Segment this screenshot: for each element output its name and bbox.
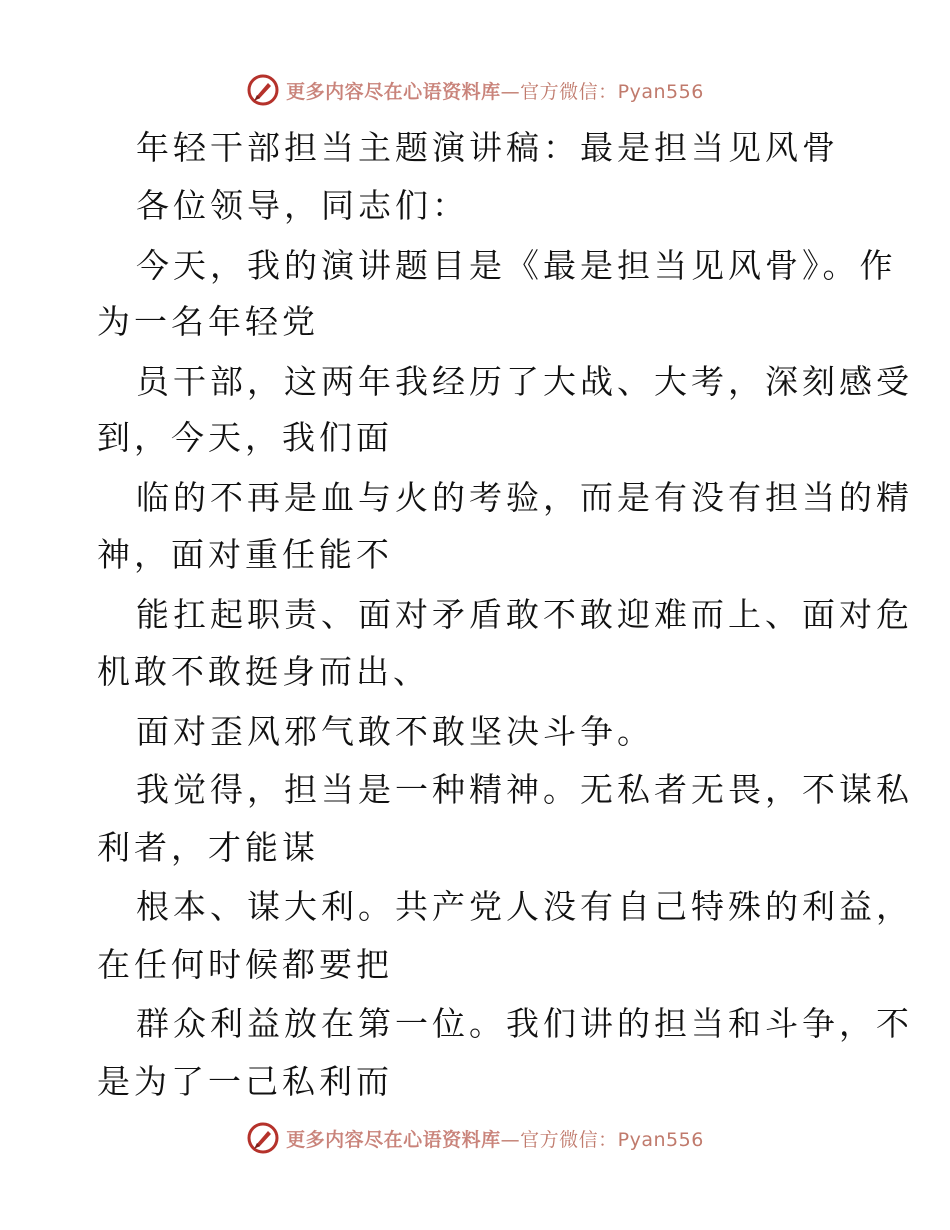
paragraph-line: 在任何时候都要把: [97, 945, 393, 984]
header-separator: —: [500, 80, 521, 103]
footer-contact-text: 官方微信：Pyan556: [520, 1128, 704, 1151]
paragraph-line: 机敢不敢挺身而出、: [97, 652, 430, 691]
pen-nib-logo-icon: [246, 1121, 280, 1155]
paragraph-line: 能扛起职责、面对矛盾敢不敢迎难而上、面对危: [136, 595, 913, 634]
footer-banner: [0, 1118, 950, 1158]
pen-nib-logo-icon: [246, 73, 280, 107]
paragraph-line: 今天，我的演讲题目是《最是担当见风骨》。作: [136, 246, 897, 285]
header-banner: [0, 70, 950, 110]
header-contact-text: 官方微信：Pyan556: [520, 80, 704, 103]
paragraph-line: 群众利益放在第一位。我们讲的担当和斗争，不: [136, 1004, 913, 1043]
paragraph-line: 面对歪风邪气敢不敢坚决斗争。: [136, 712, 654, 751]
paragraph-line: 是为了一己私利而: [97, 1062, 393, 1101]
paragraph-line: 员干部，这两年我经历了大战、大考，深刻感受: [136, 362, 913, 401]
footer-separator: —: [500, 1128, 521, 1151]
header-brand-text: 更多内容尽在心语资料库: [286, 80, 501, 103]
footer-banner-text: [286, 1125, 704, 1152]
salutation: 各位领导，同志们：: [136, 186, 469, 225]
paragraph-line: 神，面对重任能不: [97, 535, 393, 574]
paragraph-line: 到，今天，我们面: [97, 418, 393, 457]
paragraph-line: 根本、谋大利。共产党人没有自己特殊的利益，: [136, 887, 913, 926]
header-banner-text: [286, 77, 704, 104]
paragraph-line: 临的不再是血与火的考验，而是有没有担当的精: [136, 478, 913, 517]
footer-brand-text: 更多内容尽在心语资料库: [286, 1128, 501, 1151]
paragraph-line: 利者，才能谋: [97, 828, 319, 867]
paragraph-line: 为一名年轻党: [97, 302, 319, 341]
document-title: 年轻干部担当主题演讲稿：最是担当见风骨: [136, 128, 839, 167]
paragraph-line: 我觉得，担当是一种精神。无私者无畏，不谋私: [136, 770, 913, 809]
